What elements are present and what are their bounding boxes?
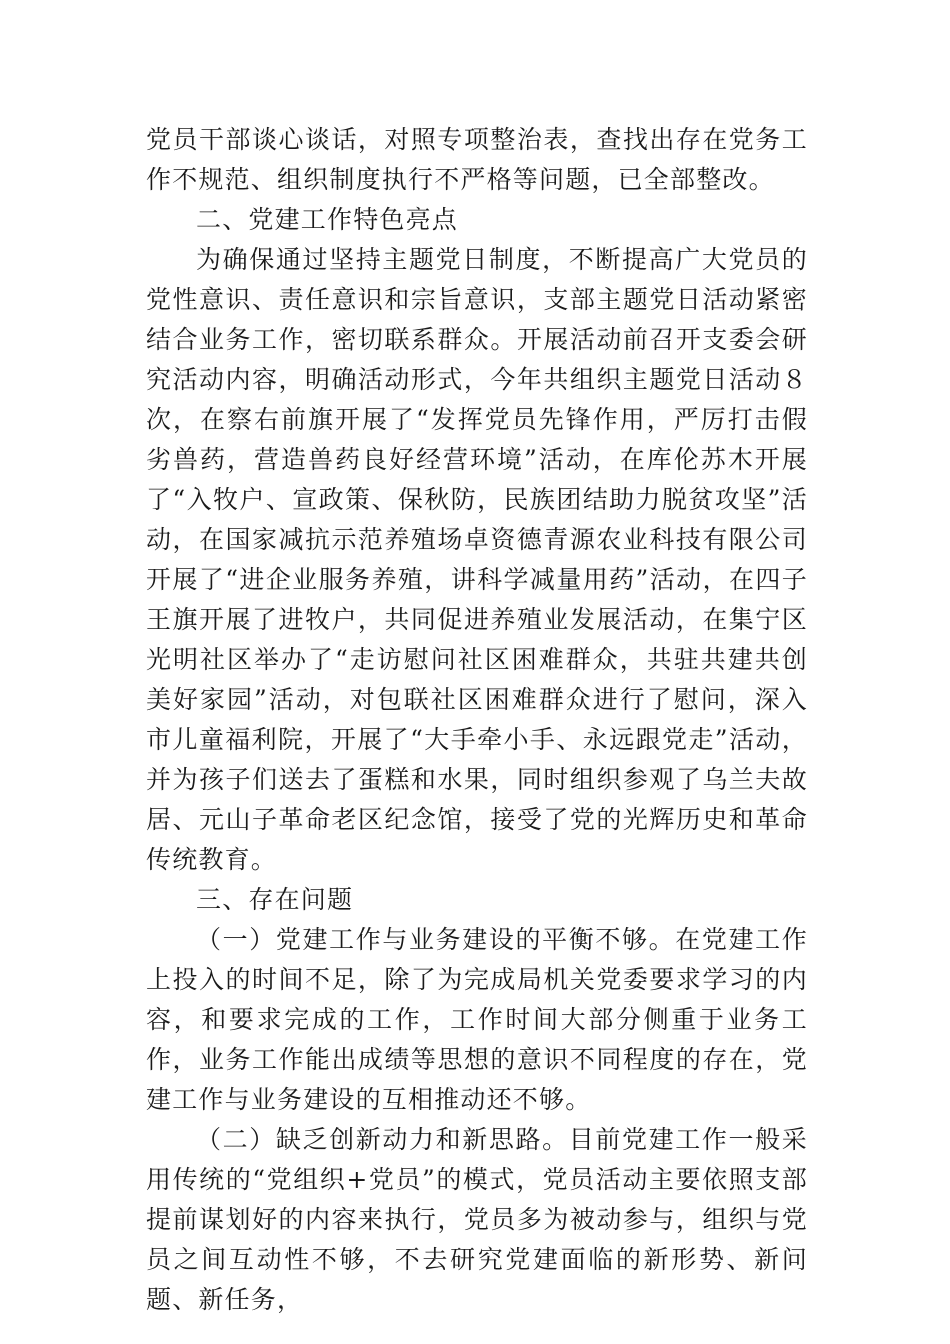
continuation-paragraph: 党员干部谈心谈话，对照专项整治表，查找出存在党务工作不规范、组织制度执行不严格等问题，已全部整改。 [146,125,808,194]
body-paragraph-problem-1: （一）党建工作与业务建设的平衡不够。在党建工作上投入的时间不足，除了为完成局机关党委要求学习的内容，和要求完成的工作，工作时间大部分侧重于业务工作，业务工作能出成绩等思想的意识不同程度的存在，党建工作与业务建设的互相推动还不够。 [146,925,808,1114]
body-paragraph-problem-2: （二）缺乏创新动力和新思路。目前党建工作一般采用传统的“党组织+党员”的模式，党员活动主要依照支部提前谋划好的内容来执行，党员多为被动参与，组织与党员之间互动性不够，不去研究党建面临的新形势、新问题、新任务， [146,1125,808,1314]
document-body [146,120,808,1320]
section-heading-problems: 三、存在问题 [196,885,354,914]
section-heading-highlights: 二、党建工作特色亮点 [196,205,459,234]
body-paragraph-highlights: 为确保通过坚持主题党日制度，不断提高广大党员的党性意识、责任意识和宗旨意识，支部主题党日活动紧密结合业务工作，密切联系群众。开展活动前召开支委会研究活动内容，明确活动形式，今年共组织主题党日活动８次，在察右前旗开展了“发挥党员先锋作用，严厉打击假劣兽药，营造兽药良好经营环境”活动，在库伦苏木开展了“入牧户、宣政策、保秋防，民族团结助力脱贫攻坚”活动，在国家减抗示范养殖场卓资德青源农业科技有限公司开展了“进企业服务养殖，讲科学减量用药”活动，在四子王旗开展了进牧户，共同促进养殖业发展活动，在集宁区光明社区举办了“走访慰问社区困难群众，共驻共建共创美好家园”活动，对包联社区困难群众进行了慰问，深入市儿童福利院，开展了“大手牵小手、永远跟党走”活动，并为孩子们送去了蛋糕和水果，同时组织参观了乌兰夫故居、元山子革命老区纪念馆，接受了党的光辉历史和革命传统教育。 [146,245,808,874]
